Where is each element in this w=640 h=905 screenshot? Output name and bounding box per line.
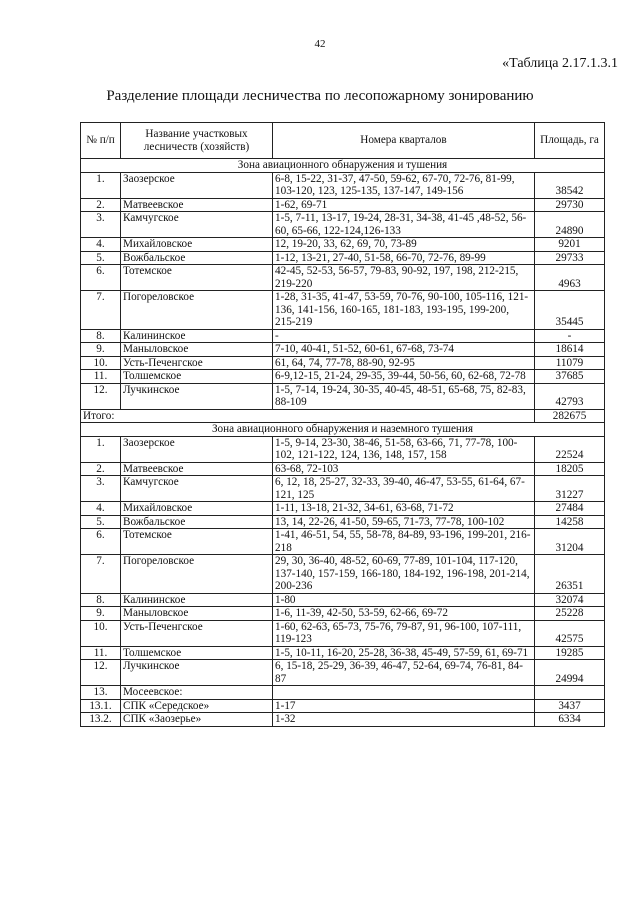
zone-title: Зона авиационного обнаружения и тушения	[81, 159, 605, 173]
area-ha: 18614	[535, 343, 605, 357]
forestry-name: Лучкинское	[121, 660, 273, 686]
header-quarters: Номера кварталов	[273, 123, 535, 159]
quarter-numbers: 1-12, 13-21, 27-40, 51-58, 66-70, 72-76, 89-99	[273, 251, 535, 265]
row-number: 8.	[81, 329, 121, 343]
quarter-numbers: 12, 19-20, 33, 62, 69, 70, 73-89	[273, 238, 535, 252]
table-row	[81, 383, 605, 409]
table-row	[81, 593, 605, 607]
total-value: 282675	[535, 409, 605, 423]
forestry-name: Толшемское	[121, 370, 273, 384]
zoning-table	[80, 122, 605, 727]
area-ha: 42793	[535, 383, 605, 409]
forestry-name: Маныловское	[121, 343, 273, 357]
area-ha: 25228	[535, 607, 605, 621]
area-ha: 38542	[535, 172, 605, 198]
forestry-name: Матвеевское	[121, 462, 273, 476]
forestry-name: Камчугское	[121, 212, 273, 238]
area-ha: 31227	[535, 476, 605, 502]
forestry-name: СПК «Середское»	[121, 699, 273, 713]
forestry-name: Усть-Печенгское	[121, 356, 273, 370]
quarter-numbers: 1-41, 46-51, 54, 55, 58-78, 84-89, 93-196, 199-201, 216-218	[273, 529, 535, 555]
quarter-numbers: 1-11, 13-18, 21-32, 34-61, 63-68, 71-72	[273, 502, 535, 516]
area-ha: 11079	[535, 356, 605, 370]
table-row	[81, 607, 605, 621]
area-ha: 26351	[535, 555, 605, 594]
quarter-numbers: 6-8, 15-22, 31-37, 47-50, 59-62, 67-70, 72-76, 81-99, 103-120, 123, 125-135, 137-147, 149-156	[273, 172, 535, 198]
area-ha: -	[535, 329, 605, 343]
table-row	[81, 529, 605, 555]
quarter-numbers: 1-32	[273, 713, 535, 727]
quarter-numbers: 7-10, 40-41, 51-52, 60-61, 67-68, 73-74	[273, 343, 535, 357]
quarter-numbers: 1-62, 69-71	[273, 198, 535, 212]
table-row	[81, 646, 605, 660]
row-number: 2.	[81, 462, 121, 476]
table-row	[81, 356, 605, 370]
quarter-numbers: 63-68, 72-103	[273, 462, 535, 476]
table-row	[81, 172, 605, 198]
forestry-name: Матвеевское	[121, 198, 273, 212]
area-ha: 37685	[535, 370, 605, 384]
table-row	[81, 329, 605, 343]
quarter-numbers: 6, 15-18, 25-29, 36-39, 46-47, 52-64, 69-74, 76-81, 84-87	[273, 660, 535, 686]
quarter-numbers: 1-5, 7-14, 19-24, 30-35, 40-45, 48-51, 65-68, 75, 82-83, 88-109	[273, 383, 535, 409]
header-name: Название участковых лесничеств (хозяйств)	[121, 123, 273, 159]
forestry-name: Маныловское	[121, 607, 273, 621]
row-number: 9.	[81, 343, 121, 357]
row-number: 2.	[81, 198, 121, 212]
row-number: 10.	[81, 620, 121, 646]
quarter-numbers: 6-9,12-15, 21-24, 29-35, 39-44, 50-56, 60, 62-68, 72-78	[273, 370, 535, 384]
area-ha: 19285	[535, 646, 605, 660]
forestry-name: Толшемское	[121, 646, 273, 660]
row-number: 9.	[81, 607, 121, 621]
total-label: Итого:	[81, 409, 535, 423]
table-row	[81, 212, 605, 238]
forestry-name: Камчугское	[121, 476, 273, 502]
table-row	[81, 198, 605, 212]
area-ha: 14258	[535, 515, 605, 529]
area-ha: 18205	[535, 462, 605, 476]
area-ha: 42575	[535, 620, 605, 646]
quarter-numbers: 1-5, 10-11, 16-20, 25-28, 36-38, 45-49, 57-59, 61, 69-71	[273, 646, 535, 660]
table-row	[81, 462, 605, 476]
zone-header-row	[81, 159, 605, 173]
row-number: 1.	[81, 172, 121, 198]
table-row	[81, 620, 605, 646]
forestry-name: Лучкинское	[121, 383, 273, 409]
quarter-numbers: 6, 12, 18, 25-27, 32-33, 39-40, 46-47, 53-55, 61-64, 67-121, 125	[273, 476, 535, 502]
row-number: 6.	[81, 265, 121, 291]
table-row	[81, 343, 605, 357]
row-number: 1.	[81, 436, 121, 462]
area-ha: 3437	[535, 699, 605, 713]
forestry-name: Калининское	[121, 593, 273, 607]
quarter-numbers: 1-17	[273, 699, 535, 713]
forestry-name: Заозерское	[121, 436, 273, 462]
forestry-name: Усть-Печенгское	[121, 620, 273, 646]
page-number: 42	[314, 38, 326, 50]
area-ha: 27484	[535, 502, 605, 516]
forestry-name: Погореловское	[121, 291, 273, 330]
forestry-name: Михайловское	[121, 502, 273, 516]
area-ha: 4963	[535, 265, 605, 291]
row-number: 3.	[81, 212, 121, 238]
row-number: 4.	[81, 502, 121, 516]
table-row	[81, 686, 605, 700]
header-area: Площадь, га	[535, 123, 605, 159]
row-number: 10.	[81, 356, 121, 370]
quarter-numbers: 29, 30, 36-40, 48-52, 60-69, 77-89, 101-104, 117-120, 137-140, 157-159, 166-180, 184-192, 196-198, 201-214, 200-236	[273, 555, 535, 594]
quarter-numbers: 61, 64, 74, 77-78, 88-90, 92-95	[273, 356, 535, 370]
area-ha	[535, 686, 605, 700]
area-ha: 6334	[535, 713, 605, 727]
table-row	[81, 370, 605, 384]
zone-title: Зона авиационного обнаружения и наземного тушения	[81, 423, 605, 437]
row-number: 13.1.	[81, 699, 121, 713]
row-number: 7.	[81, 555, 121, 594]
area-ha: 29730	[535, 198, 605, 212]
row-number: 12.	[81, 660, 121, 686]
table-row	[81, 291, 605, 330]
forestry-name: Вожбальское	[121, 251, 273, 265]
row-number: 11.	[81, 646, 121, 660]
area-ha: 29733	[535, 251, 605, 265]
row-number: 7.	[81, 291, 121, 330]
quarter-numbers: 1-80	[273, 593, 535, 607]
row-number: 13.2.	[81, 713, 121, 727]
table-row	[81, 515, 605, 529]
quarter-numbers: -	[273, 329, 535, 343]
quarter-numbers: 1-6, 11-39, 42-50, 53-59, 62-66, 69-72	[273, 607, 535, 621]
table-row	[81, 476, 605, 502]
forestry-name: Тотемское	[121, 529, 273, 555]
table-row	[81, 555, 605, 594]
table-row	[81, 502, 605, 516]
row-number: 11.	[81, 370, 121, 384]
table-row	[81, 660, 605, 686]
area-ha: 35445	[535, 291, 605, 330]
table-row	[81, 251, 605, 265]
forestry-name: Погореловское	[121, 555, 273, 594]
row-number: 8.	[81, 593, 121, 607]
quarter-numbers: 1-5, 9-14, 23-30, 38-46, 51-58, 63-66, 71, 77-78, 100-102, 121-122, 124, 136, 148, 157, 158	[273, 436, 535, 462]
zone-header-row	[81, 423, 605, 437]
row-number: 3.	[81, 476, 121, 502]
table-body	[81, 159, 605, 727]
forestry-name: Тотемское	[121, 265, 273, 291]
area-ha: 24890	[535, 212, 605, 238]
document-title: Разделение площади лесничества по лесопожарному зонированию	[106, 88, 534, 104]
forestry-name: СПК «Заозерье»	[121, 713, 273, 727]
table-row	[81, 265, 605, 291]
forestry-name: Мосеевское:	[121, 686, 273, 700]
row-number: 12.	[81, 383, 121, 409]
area-ha: 32074	[535, 593, 605, 607]
area-ha: 24994	[535, 660, 605, 686]
table-reference: «Таблица 2.17.1.3.1	[502, 56, 618, 71]
quarter-numbers: 1-5, 7-11, 13-17, 19-24, 28-31, 34-38, 41-45 ,48-52, 56-60, 65-66, 122-124,126-133	[273, 212, 535, 238]
forestry-name: Заозерское	[121, 172, 273, 198]
row-number: 6.	[81, 529, 121, 555]
table-row	[81, 436, 605, 462]
forestry-name: Михайловское	[121, 238, 273, 252]
table-row	[81, 699, 605, 713]
row-number: 4.	[81, 238, 121, 252]
quarter-numbers: 13, 14, 22-26, 41-50, 59-65, 71-73, 77-78, 100-102	[273, 515, 535, 529]
header-num: № п/п	[81, 123, 121, 159]
forestry-name: Вожбальское	[121, 515, 273, 529]
row-number: 13.	[81, 686, 121, 700]
forestry-name: Калининское	[121, 329, 273, 343]
quarter-numbers: 42-45, 52-53, 56-57, 79-83, 90-92, 197, 198, 212-215, 219-220	[273, 265, 535, 291]
area-ha: 31204	[535, 529, 605, 555]
quarter-numbers: 1-60, 62-63, 65-73, 75-76, 79-87, 91, 96-100, 107-111, 119-123	[273, 620, 535, 646]
table-row	[81, 238, 605, 252]
table-row	[81, 713, 605, 727]
quarter-numbers	[273, 686, 535, 700]
header-row	[81, 123, 605, 159]
row-number: 5.	[81, 515, 121, 529]
row-number: 5.	[81, 251, 121, 265]
quarter-numbers: 1-28, 31-35, 41-47, 53-59, 70-76, 90-100, 105-116, 121-136, 141-156, 160-165, 181-183, 193-195, 199-200, 215-219	[273, 291, 535, 330]
area-ha: 22524	[535, 436, 605, 462]
area-ha: 9201	[535, 238, 605, 252]
total-row	[81, 409, 605, 423]
